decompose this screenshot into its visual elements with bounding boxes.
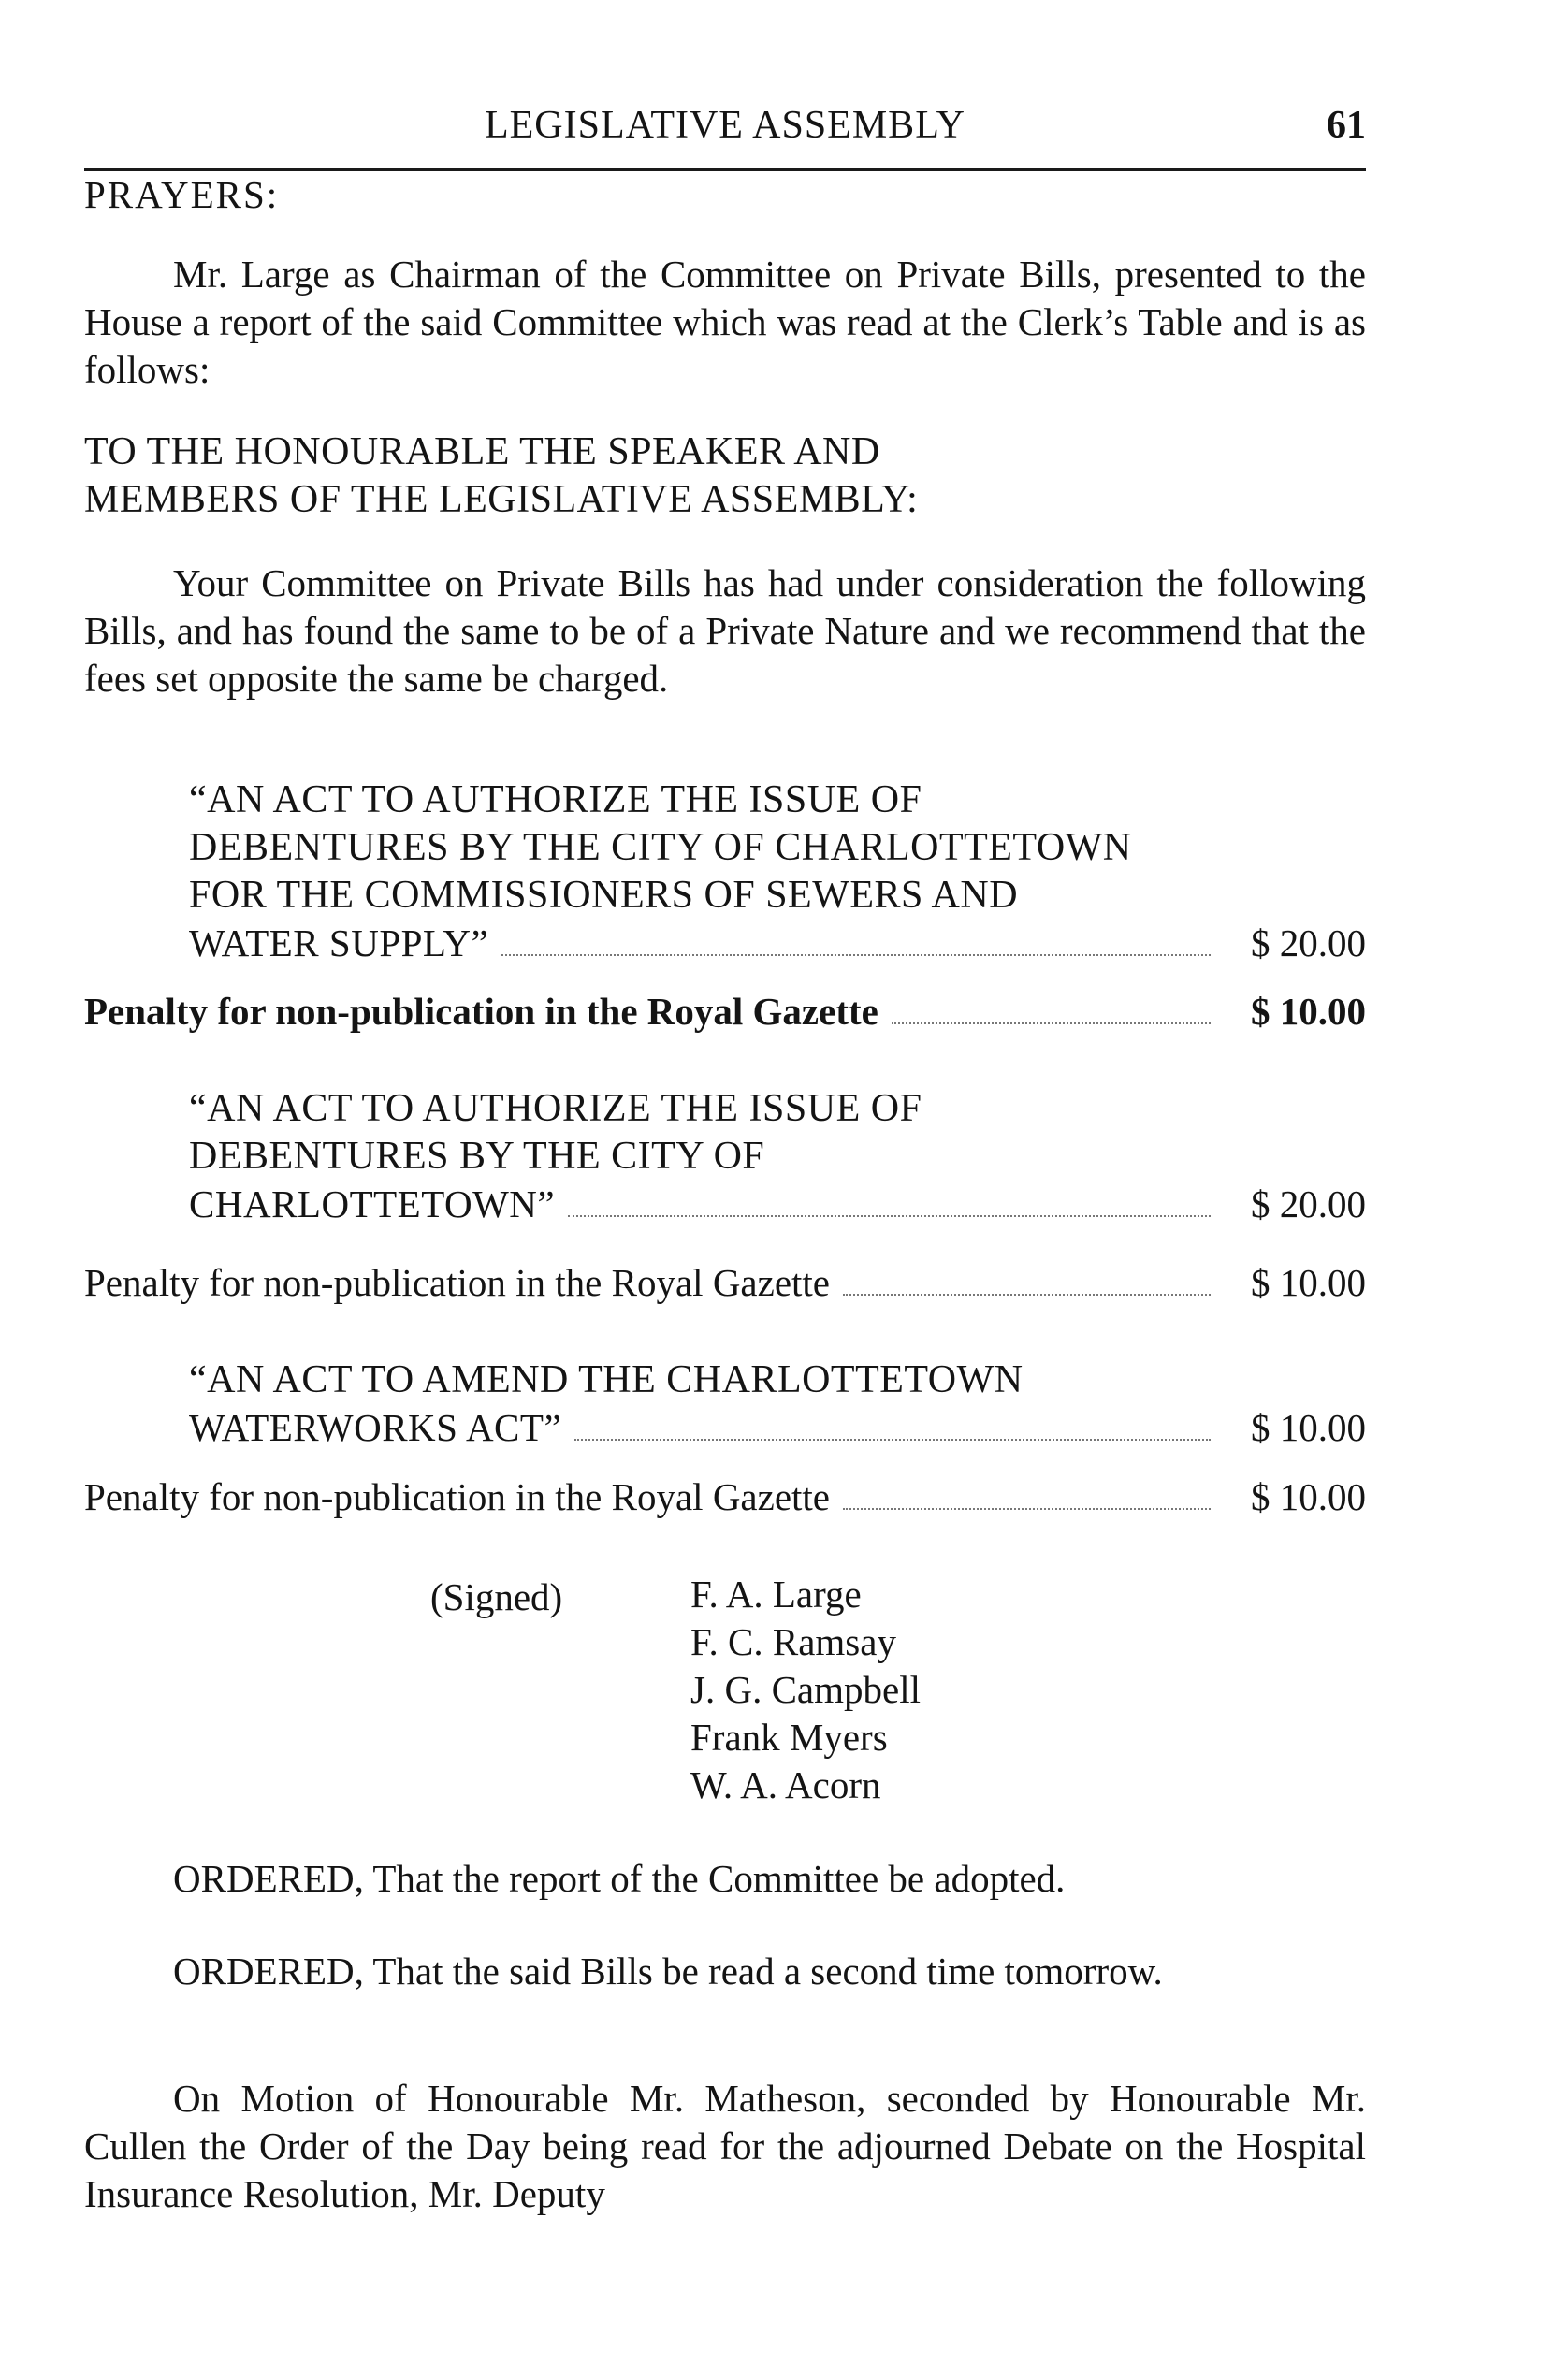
act-3-fee: $ 10.00	[1251, 1406, 1366, 1449]
act-3-fee-line	[189, 1404, 1366, 1452]
dot-leader	[892, 1022, 1211, 1024]
penalty-label: Penalty for non-publication in the Royal Gazette	[84, 990, 878, 1033]
dot-leader	[843, 1507, 1211, 1510]
act-1-line: DEBENTURES BY THE CITY OF CHARLOTTETOWN	[189, 826, 1132, 869]
act-1-fee-line	[189, 920, 1366, 967]
dot-leader	[574, 1438, 1211, 1441]
signer-name: J. G. Campbell	[690, 1668, 921, 1711]
signer-name: W. A. Acorn	[690, 1763, 881, 1806]
page-header	[84, 101, 1366, 153]
act-1-fee: $ 20.00	[1251, 921, 1366, 964]
act-1-last-line: WATER SUPPLY”	[189, 921, 489, 964]
section-label: PRAYERS:	[84, 173, 280, 216]
address-line-2: MEMBERS OF THE LEGISLATIVE ASSEMBLY:	[84, 478, 919, 521]
signer-list	[690, 1571, 921, 1809]
act-2-line: “AN ACT TO AUTHORIZE THE ISSUE OF	[189, 1087, 922, 1130]
address-line-1: TO THE HONOURABLE THE SPEAKER AND	[84, 430, 880, 473]
signer-name: F. C. Ramsay	[690, 1620, 896, 1663]
act-3-penalty: $ 10.00	[1251, 1475, 1366, 1518]
running-head: LEGISLATIVE ASSEMBLY	[485, 104, 965, 147]
act-1-penalty-line	[84, 988, 1366, 1036]
act-3-title	[189, 1356, 1265, 1404]
signed-label: (Signed)	[430, 1575, 563, 1618]
act-2-penalty-line	[84, 1259, 1366, 1307]
dot-leader	[568, 1214, 1211, 1217]
penalty-label: Penalty for non-publication in the Royal Gazette	[84, 1475, 830, 1518]
header-rule	[84, 168, 1366, 171]
act-3-last-line: WATERWORKS ACT”	[189, 1406, 562, 1449]
signer-name: F. A. Large	[690, 1573, 862, 1616]
act-3-penalty-line	[84, 1473, 1366, 1521]
dot-leader	[501, 953, 1211, 956]
page-number: 61	[1327, 104, 1366, 147]
intro-paragraph: Mr. Large as Chairman of the Committee on Private Bills, presented to the House a report of the said Committee which was read at the Clerk’s Table and is as follows:	[84, 253, 1366, 391]
act-2-fee-line	[189, 1181, 1366, 1228]
act-1-title	[189, 776, 1265, 920]
order-second-reading: ORDERED, That the said Bills be read a second time tomorrow.	[173, 1950, 1163, 1993]
act-3-line: “AN ACT TO AMEND THE CHARLOTTETOWN	[189, 1358, 1024, 1401]
dot-leader	[843, 1293, 1211, 1296]
act-2-penalty: $ 10.00	[1251, 1261, 1366, 1304]
document-page	[84, 0, 1366, 2378]
report-paragraph: Your Committee on Private Bills has had under consideration the following Bills, and has found the same to be of a Private Nature and we recommend that the fees set opposite the same be charged.	[84, 561, 1366, 700]
act-1-line: FOR THE COMMISSIONERS OF SEWERS AND	[189, 874, 1019, 917]
act-2-fee: $ 20.00	[1251, 1182, 1366, 1225]
act-1-line: “AN ACT TO AUTHORIZE THE ISSUE OF	[189, 778, 922, 821]
motion-paragraph: On Motion of Honourable Mr. Matheson, seconded by Honourable Mr. Cullen the Order of the Day being read for the adjourned Debate on the Hospital Insurance Resolution, Mr. Deputy	[84, 2077, 1366, 2215]
act-2-line: DEBENTURES BY THE CITY OF	[189, 1135, 765, 1178]
act-2-title	[189, 1085, 1265, 1181]
signer-name: Frank Myers	[690, 1716, 888, 1759]
order-adopted: ORDERED, That the report of the Committee be adopted.	[173, 1857, 1066, 1900]
act-1-penalty: $ 10.00	[1251, 990, 1366, 1033]
penalty-label: Penalty for non-publication in the Royal Gazette	[84, 1261, 830, 1304]
act-2-last-line: CHARLOTTETOWN”	[189, 1182, 556, 1225]
